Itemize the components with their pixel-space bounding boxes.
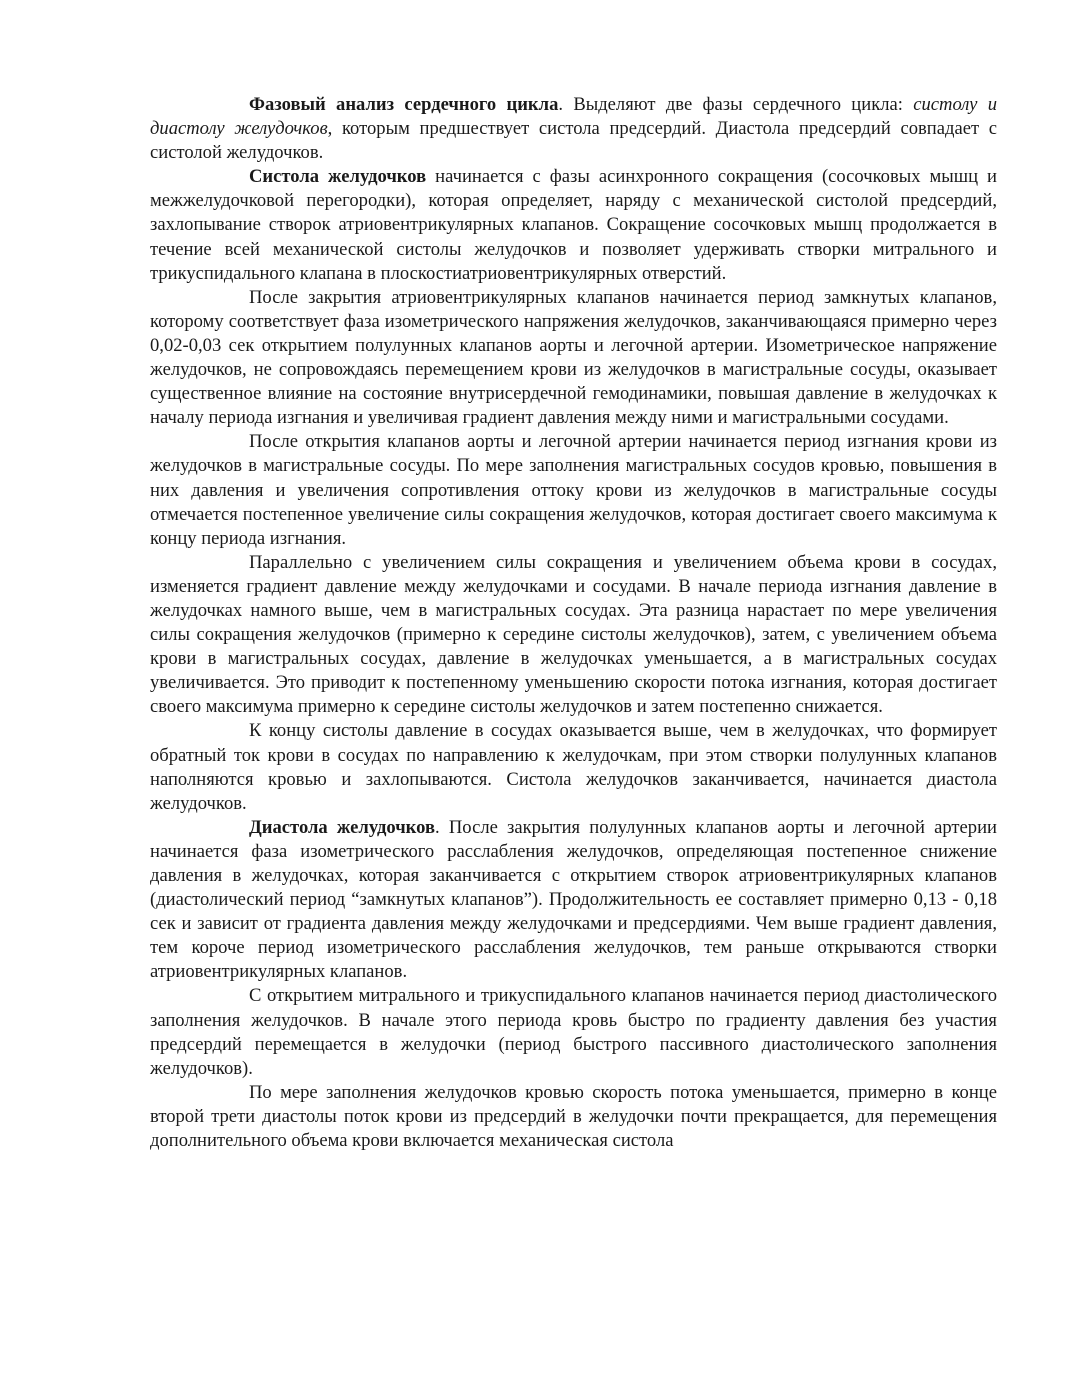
paragraph-atrial-contribution: По мере заполнения желудочков кровью скорость потока уменьшается, примерно в конце второй трети диастолы поток крови из предсердий в желудочки почти прекращается, для перемещения дополнительного объема крови включается механическая систола [150,1081,997,1152]
heading-phase-analysis: Фазовый анализ сердечного цикла [249,94,559,115]
emphasis-systole-diastole: систолу и диастолу желудочков [150,94,998,140]
text-ventricular-diastole: . После закрытия полулунных клапанов аорты и легочной артерии начинается фаза изометрического расслабления желудочков, определяющая постепенное снижение давления в желудочках, которая заканчивается с открытием створок атриовентрикулярных клапанов (диастолический период “замкнутых клапанов”). Продолжительность ее составляет примерно 0,13 - 0,18 сек и зависит от градиента давления между желудочками и предсердиями. Чем выше градиент давления, тем короче период изометрического расслабления желудочков, тем раньше открываются створки атриовентрикулярных клапанов. [150,816,997,983]
paragraph-ejection: После открытия клапанов аорты и легочной артерии начинается период изгнания крови из желудочков в магистральные сосуды. По мере заполнения магистральных сосудов кровью, повышения в них давления и увеличения сопротивления оттоку крови из желудочков в магистральные сосуды отмечается постепенное увеличение силы сокращения желудочков, которая достигает своего максимума к концу периода изгнания. [150,431,997,549]
paragraph-end-systole: К концу систолы давление в сосудах оказывается выше, чем в желудочках, что формирует обратный ток крови в сосудах по направлению к желудочкам, при этом створки полулунных клапанов наполняются кровью и захлопываются. Систола желудочков заканчивается, начинается диастола желудочков. [150,720,997,814]
paragraph-ventricular-diastole [150,816,997,985]
paragraph-diastolic-filling: С открытием митрального и трикуспидального клапанов начинается период диастолического заполнения желудочков. В начале этого периода кровь быстро по градиенту давления без участия предсердий перемещается в желудочки (период быстрого пассивного диастолического заполнения желудочков). [150,985,997,1079]
paragraph-pressure-gradient: Параллельно с увеличением силы сокращения и увеличением объема крови в сосудах, изменяется градиент давление между желудочками и сосудами. В начале периода изгнания давление в желудочках намного выше, чем в магистральных сосудах. Эта разница нарастает по мере увеличения силы сокращения желудочков (примерно к середине систолы желудочков), затем, с увеличением объема крови в магистральных сосудах, давление в желудочках уменьшается, а в магистральных сосудах увеличивается. Это приводит к постепенному уменьшению скорости потока изгнания, которая достигает своего максимума примерно к середине систолы желудочков и затем постепенно снижается. [150,551,997,718]
paragraph-phase-analysis [150,93,997,165]
document-page [150,93,997,1153]
text-phase-analysis-a: . Выделяют две фазы сердечного цикла: [558,94,914,115]
paragraph-ventricular-systole [150,165,997,285]
heading-ventricular-systole: Систола желудочков [249,166,427,188]
heading-ventricular-diastole: Диастола желудочков [249,816,436,838]
paragraph-closed-valves: После закрытия атриовентрикулярных клапанов начинается период замкнутых клапанов, которому соответствует фаза изометрического напряжения желудочков, заканчивающаяся примерно через 0,02-0,03 сек открытием полулунных клапанов аорты и легочной артерии. Изометрическое напряжение желудочков, не сопровождаясь перемещением крови из желудочков в магистральные сосуды, оказывает существенное влияние на состояние внутрисердечной гемодинамики, повышая давление в желудочках к началу периода изгнания и увеличивая градиент давления между ними и магистральными сосудами. [150,286,997,429]
text-phase-analysis-b: , которым предшествует систола предсердий. Диастола предсердий совпадает с систолой желудочков. [150,118,997,164]
text-ventricular-systole: начинается с фазы асинхронного сокращения (сосочковых мышц и межжелудочковой перегородки), которая определяет, наряду с механической систолой предсердий, захлопывание створок атриовентрикулярных клапанов. Сокращение сосочковых мышц продолжается в течение всей механической систолы желудочков и позволяет удерживать створки митрального и трикуспидального клапана в плоскостиатриовентрикулярных отверстий. [150,166,998,284]
